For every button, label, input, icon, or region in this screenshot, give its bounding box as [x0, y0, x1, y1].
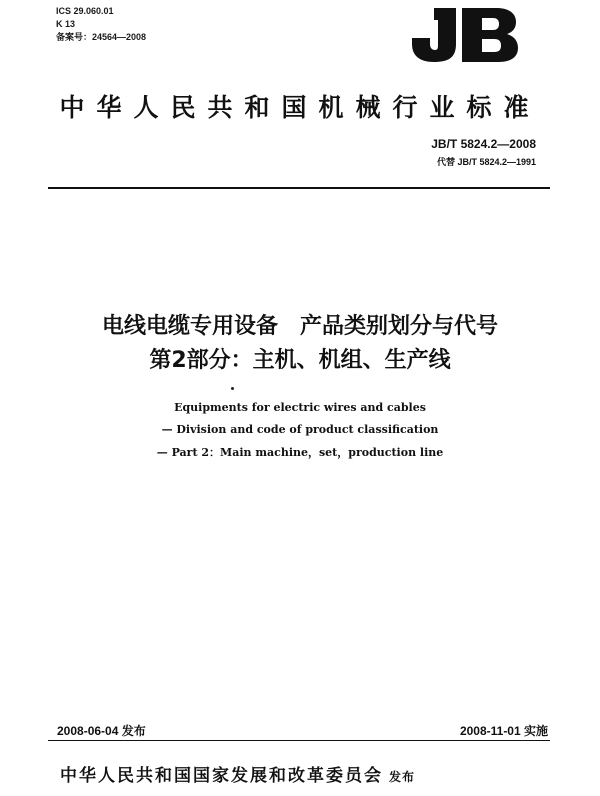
issuer-suffix: 发布	[389, 770, 416, 784]
standard-number: JB/T 5824.2—2008	[431, 137, 536, 151]
implementation-date: 2008-11-01 实施	[459, 724, 548, 738]
header-rule	[48, 187, 550, 189]
title-en-line-3: — Part 2：Main machine，set，production line	[156, 446, 444, 459]
title-zh-line-2: 第2部分：主机、机组、生产线	[149, 348, 451, 373]
issue-date: 2008-06-04 发布	[57, 724, 146, 738]
jb-logo-b	[462, 8, 518, 62]
ics-code: ICS 29.060.01	[56, 6, 114, 16]
title-en-line-1: Equipments for electric wires and cables	[174, 401, 426, 414]
footer-rule	[48, 740, 550, 741]
title-en-line-2: — Division and code of product classification	[161, 423, 439, 436]
speck	[231, 387, 234, 390]
title-zh-line-1: 电线电缆专用设备 产品类别划分与代号	[101, 314, 498, 339]
jb-logo-j	[412, 8, 456, 62]
jb-logo	[408, 4, 520, 64]
issuer	[60, 761, 415, 786]
record-number: 备案号：24564—2008	[56, 32, 147, 42]
replaces-standard: 代替 JB/T 5824.2—1991	[436, 157, 536, 167]
org-title: 中华人民共和国机械行业标准	[59, 93, 541, 122]
issuer-name: 中华人民共和国国家发展和改革委员会	[60, 766, 383, 786]
ccs-code: K 13	[56, 19, 76, 29]
